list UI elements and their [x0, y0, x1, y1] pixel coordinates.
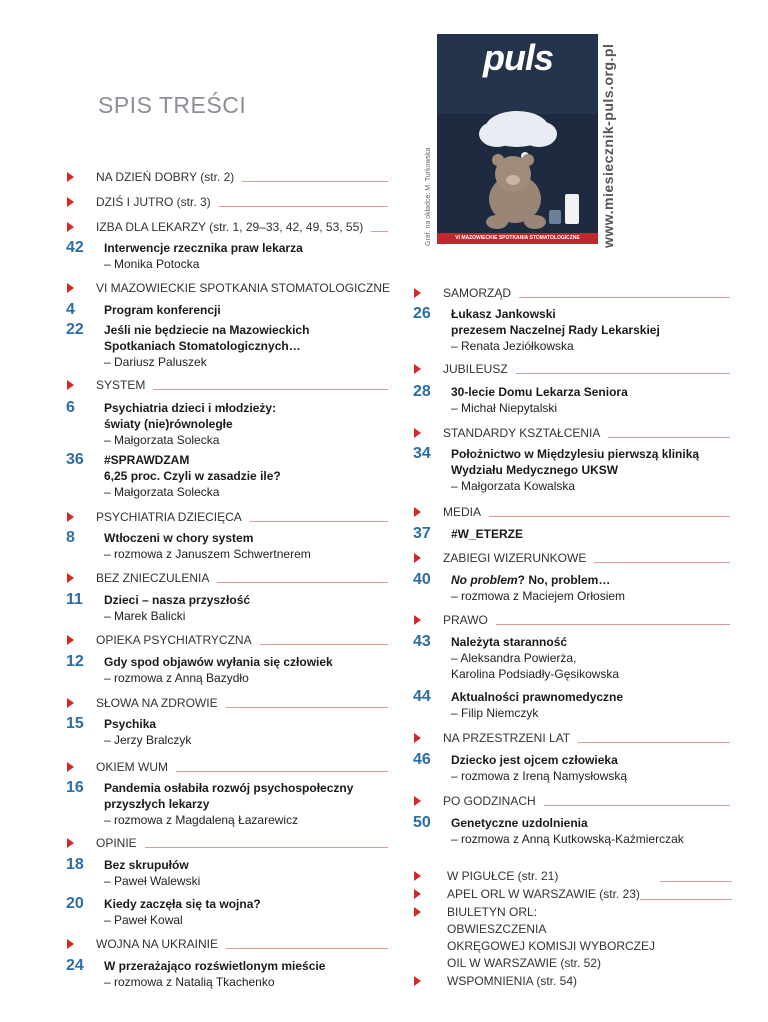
page-number: 37	[413, 525, 431, 542]
page-number: 34	[413, 445, 431, 462]
section-label: SŁOWA NA ZDROWIE	[96, 696, 218, 710]
section-label: STANDARDY KSZTAŁCENIA	[443, 426, 601, 440]
entry-author: – rozmowa z Anną Kutkowską-Kaźmierczak	[451, 832, 684, 846]
entry-author: – rozmowa z Natalią Tkachenko	[104, 975, 275, 989]
entry-author: – Filip Niemczyk	[451, 706, 539, 720]
section-marker-icon	[67, 283, 74, 293]
page-number: 42	[66, 239, 84, 256]
entry-title: Dzieci – nasza przyszłość	[104, 593, 251, 607]
cover-illustration	[437, 34, 598, 244]
bottom-list-label: OBWIESZCZENIA	[447, 922, 547, 936]
page-number: 43	[413, 633, 431, 650]
bottom-list-label: OKRĘGOWEJ KOMISJI WYBORCZEJ	[447, 939, 656, 953]
page-number: 26	[413, 305, 431, 322]
section-rule	[226, 707, 388, 708]
bottom-list-rule	[640, 899, 732, 900]
section-rule	[260, 644, 388, 645]
section-heading	[414, 551, 730, 569]
entry-title: Wtłoczeni w chory system	[104, 531, 254, 545]
page-number: 8	[66, 529, 75, 546]
section-label: DZIŚ I JUTRO (str. 3)	[96, 195, 211, 209]
section-marker-icon	[414, 871, 421, 881]
page-number: 11	[66, 591, 83, 608]
section-label: MEDIA	[443, 505, 482, 519]
section-label: JUBILEUSZ	[443, 362, 508, 376]
entry-author: – rozmowa z Ireną Namysłowską	[451, 769, 628, 783]
section-heading	[67, 220, 388, 238]
section-rule	[176, 771, 388, 772]
section-marker-icon	[67, 635, 74, 645]
section-heading	[67, 633, 388, 651]
section-rule	[371, 231, 388, 232]
section-heading	[414, 731, 730, 749]
page-title: SPIS TREŚCI	[98, 92, 247, 118]
entry-title: Psychika	[104, 717, 157, 731]
entry-author: – Renata Jeziółkowska	[451, 339, 574, 353]
section-rule	[242, 181, 388, 182]
page-number: 18	[66, 856, 84, 873]
section-label: VI MAZOWIECKIE SPOTKANIA STOMATOLOGICZNE	[96, 281, 391, 295]
entry-title: Kiedy zaczęła się ta wojna?	[104, 897, 261, 911]
section-marker-icon	[414, 615, 421, 625]
section-marker-icon	[414, 733, 421, 743]
section-heading	[67, 170, 388, 188]
page-number: 40	[413, 571, 431, 588]
section-rule	[217, 582, 388, 583]
section-heading	[414, 362, 730, 380]
section-rule	[516, 373, 730, 374]
section-marker-icon	[67, 573, 74, 583]
section-label: SAMORZĄD	[443, 286, 512, 300]
section-heading	[67, 696, 388, 714]
page-number: 4	[66, 301, 75, 318]
entry-author: – rozmowa z Anną Bazydło	[104, 671, 249, 685]
section-marker-icon	[414, 364, 421, 374]
bottom-list-label: W PIGUŁCE (str. 21)	[447, 869, 559, 883]
entry-title: Dziecko jest ojcem człowieka	[451, 753, 618, 767]
page-number: 16	[66, 779, 84, 796]
entry-title: Bez skrupułów	[104, 858, 189, 872]
entry-author: Karolina Podsiadły-Gęsikowska	[451, 667, 620, 681]
page-number: 50	[413, 814, 431, 831]
section-marker-icon	[67, 380, 74, 390]
bottom-list-label: WSPOMNIENIA (str. 54)	[447, 974, 578, 988]
entry-title: Należyta staranność	[451, 635, 568, 649]
entry-title: Położnictwo w Międzylesiu pierwszą kliniką Wydziału Medycznego UKSW	[451, 447, 700, 477]
section-heading	[414, 505, 730, 523]
entry-title: Psychiatria dzieci i młodzieży: światy (nie)równoległe	[104, 401, 277, 431]
section-label: IZBA DLA LEKARZY (str. 1, 29–33, 42, 49, 53, 55)	[96, 220, 364, 234]
section-rule	[250, 521, 388, 522]
section-marker-icon	[67, 172, 74, 182]
section-marker-icon	[67, 197, 74, 207]
page-number: 28	[413, 383, 431, 400]
section-marker-icon	[67, 939, 74, 949]
section-heading	[414, 794, 730, 812]
bottom-list-label: OIL W WARSZAWIE (str. 52)	[447, 956, 602, 970]
entry-title: Pandemia osłabiła rozwój psychospołeczny przyszłych lekarzy	[104, 781, 354, 811]
cover-banner: VI MAZOWIECKIE SPOTKANIA STOMATOLOGICZNE	[437, 233, 598, 244]
entry-author: – Marek Balicki	[104, 609, 186, 623]
section-label: ZABIEGI WIZERUNKOWE	[443, 551, 587, 565]
bottom-list-rule	[660, 881, 732, 882]
page-number: 15	[66, 715, 84, 732]
page-number: 12	[66, 653, 84, 670]
section-marker-icon	[414, 976, 421, 986]
section-heading	[67, 836, 388, 854]
section-heading	[67, 760, 388, 778]
page-number: 46	[413, 751, 431, 768]
section-heading	[67, 510, 388, 528]
section-marker-icon	[414, 507, 421, 517]
entry-title: #W_ETERZE	[451, 527, 524, 541]
entry-author: – Paweł Kowal	[104, 913, 183, 927]
entry-title: #SPRAWDZAM 6,25 proc. Czyli w zasadzie ile?	[104, 453, 281, 483]
website-url[interactable]: www.miesiecznik-puls.org.pl	[600, 43, 616, 248]
entry-title: No problem? No, problem…	[451, 573, 611, 587]
section-label: WOJNA NA UKRAINIE	[96, 937, 219, 951]
entry-author: – rozmowa z Januszem Schwertnerem	[104, 547, 311, 561]
section-label: BEZ ZNIECZULENIA	[96, 571, 210, 585]
entry-author: – rozmowa z Maciejem Orłosiem	[451, 589, 626, 603]
section-rule	[594, 562, 730, 563]
section-label: PO GODZINACH	[443, 794, 536, 808]
section-label: OKIEM WUM	[96, 760, 168, 774]
section-heading	[67, 378, 388, 396]
entry-author: – Dariusz Paluszek	[104, 355, 207, 369]
section-rule	[578, 742, 730, 743]
section-marker-icon	[67, 698, 74, 708]
section-label: PRAWO	[443, 613, 488, 627]
page-number: 36	[66, 451, 84, 468]
entry-title: W przerażająco rozświetlonym mieście	[104, 959, 326, 973]
section-rule	[219, 206, 388, 207]
entry-title: Gdy spod objawów wyłania się człowiek	[104, 655, 333, 669]
section-heading	[67, 281, 391, 299]
entry-author: – Małgorzata Solecka	[104, 433, 220, 447]
entry-author: – Jerzy Bralczyk	[104, 733, 192, 747]
section-marker-icon	[414, 889, 421, 899]
entry-title: Interwencje rzecznika praw lekarza	[104, 241, 303, 255]
page-number: 20	[66, 895, 84, 912]
section-rule	[544, 805, 730, 806]
section-label: NA PRZESTRZENI LAT	[443, 731, 571, 745]
section-label: OPIEKA PSYCHIATRYCZNA	[96, 633, 252, 647]
entry-title: Program konferencji	[104, 303, 221, 317]
section-marker-icon	[414, 796, 421, 806]
section-label: PSYCHIATRIA DZIECIĘCA	[96, 510, 242, 524]
section-rule	[608, 437, 730, 438]
page-number: 24	[66, 957, 84, 974]
entry-author: – Aleksandra Powierża,	[451, 651, 577, 665]
cover-credit: Graf. na okładce: M. Turkowska	[425, 147, 432, 246]
bottom-list-label: APEL ORL W WARSZAWIE (str. 23)	[447, 887, 640, 901]
section-heading	[67, 937, 388, 955]
section-label: OPINIE	[96, 836, 137, 850]
bottom-list-label: BIULETYN ORL:	[447, 905, 538, 919]
section-marker-icon	[67, 512, 74, 522]
section-heading	[67, 571, 388, 589]
entry-title: 30-lecie Domu Lekarza Seniora	[451, 385, 628, 399]
entry-title: Jeśli nie będziecie na Mazowieckich Spotkaniach Stomatologicznych…	[104, 323, 310, 353]
entry-title: Łukasz Jankowski prezesem Naczelnej Rady Lekarskiej	[451, 307, 660, 337]
entry-title: Aktualności prawnomedyczne	[451, 690, 624, 704]
section-heading	[414, 286, 730, 304]
section-heading	[414, 426, 730, 444]
page-number: 6	[66, 399, 75, 416]
cover-logo: puls	[483, 37, 554, 78]
section-marker-icon	[67, 762, 74, 772]
section-marker-icon	[414, 907, 421, 917]
entry-author: – rozmowa z Magdaleną Łazarewicz	[104, 813, 299, 827]
section-heading	[414, 613, 730, 631]
section-marker-icon	[414, 428, 421, 438]
section-marker-icon	[414, 288, 421, 298]
entry-author: – Małgorzata Kowalska	[451, 479, 576, 493]
entry-author: – Michał Niepytalski	[451, 401, 558, 415]
magazine-cover	[437, 34, 598, 244]
section-rule	[226, 948, 388, 949]
page-number: 44	[413, 688, 431, 705]
page-number: 22	[66, 321, 84, 338]
entry-author: – Małgorzata Solecka	[104, 485, 220, 499]
section-marker-icon	[414, 553, 421, 563]
section-rule	[519, 297, 730, 298]
section-marker-icon	[67, 838, 74, 848]
section-rule	[153, 389, 388, 390]
entry-title: Genetyczne uzdolnienia	[451, 816, 588, 830]
section-label: SYSTEM	[96, 378, 146, 392]
entry-author: – Monika Potocka	[104, 257, 200, 271]
section-rule	[489, 516, 730, 517]
section-marker-icon	[67, 222, 74, 232]
entry-author: – Paweł Walewski	[104, 874, 201, 888]
section-heading	[67, 195, 388, 213]
section-rule	[496, 624, 730, 625]
section-label: NA DZIEŃ DOBRY (str. 2)	[96, 170, 235, 184]
section-rule	[145, 847, 388, 848]
